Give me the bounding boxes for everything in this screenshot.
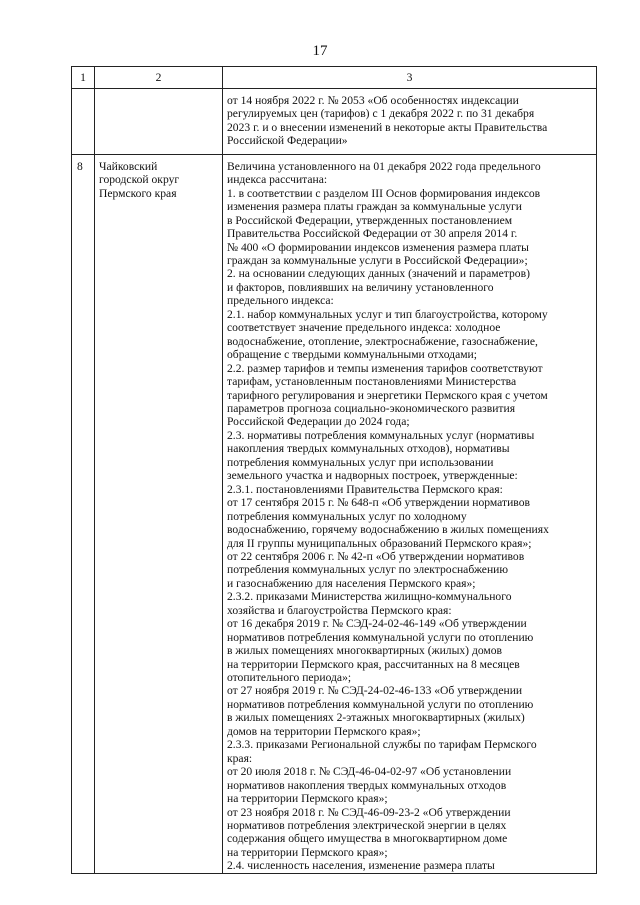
text-line: параметров прогноза социально-экономического развития [227, 401, 516, 415]
text-line: 2023 г. и о внесении изменений в некоторые акты Правительства [227, 120, 548, 134]
text-line: потребления коммунальных услуг при использовании [227, 455, 494, 469]
text-line: Чайковский [99, 159, 158, 173]
text-line: от 20 июля 2018 г. № СЭД-46-04-02-97 «Об установлении [227, 765, 512, 779]
text-line: 2.1. набор коммунальных услуг и тип благоустройства, которому [227, 307, 548, 321]
description-cell [223, 89, 597, 155]
text-line: 2.3.2. приказами Министерства жилищно-коммунального [227, 590, 512, 604]
text-line: и газоснабжению для населения Пермского края»; [227, 576, 476, 590]
text-line: домов на территории Пермского края»; [227, 724, 421, 738]
text-line: от 27 ноября 2019 г. № СЭД-24-02-46-133 «Об утверждении [227, 684, 523, 698]
page-number: 17 [312, 43, 328, 59]
text-line: Правительства Российской Федерации от 30 апреля 2014 г. [227, 227, 518, 241]
text-line: от 22 сентября 2006 г. № 42-п «Об утверждении нормативов [227, 549, 525, 563]
text-line: нормативов накопления твердых коммунальных отходов [227, 778, 507, 792]
text-line: Величина установленного на 01 декабря 2022 года предельного [227, 159, 541, 173]
text-line: содержания общего имущества в многоквартирном доме [227, 832, 508, 846]
text-line: нормативов потребления коммунальной услуги по отоплению [227, 697, 534, 711]
text-line: земельного участка и надворных построек, утвержденные: [227, 469, 518, 483]
document-table [71, 66, 597, 874]
text-line: предельного индекса: [227, 294, 334, 308]
text-line: потребления коммунальных услуг по холодному [227, 509, 467, 523]
text-line: регулируемых цен (тарифов) с 1 декабря 2022 г. по 31 декабря [227, 107, 535, 121]
text-line: № 400 «О формировании индексов изменения размера платы [227, 240, 529, 254]
row-number-cell-empty [72, 89, 95, 155]
text-line: нормативов потребления коммунальной услуги по отоплению [227, 630, 534, 644]
text-line: городской округ [99, 173, 180, 187]
text-line: края: [227, 751, 253, 765]
text-line: 2.4. численность населения, изменение размера платы [227, 859, 495, 873]
text-line: от 23 ноября 2018 г. № СЭД-46-09-23-2 «Об утверждении [227, 805, 511, 819]
text-line: водоснабжение, отопление, электроснабжение, газоснабжение, [227, 334, 538, 348]
text-line: на территории Пермского края»; [227, 845, 388, 859]
text-line: в жилых помещениях многоквартирных (жилых) домов [227, 644, 503, 658]
row-number-cell: 8 [72, 154, 95, 873]
text-line: отопительного периода»; [227, 671, 352, 685]
text-line: в Российской Федерации, утвержденных постановлением [227, 213, 513, 227]
text-line: граждан за коммунальные услуги в Российской Федерации»; [227, 253, 528, 267]
column-header-1: 1 [72, 67, 95, 89]
text-line: накопления твердых коммунальных отходов), нормативы [227, 442, 510, 456]
text-line: от 17 сентября 2015 г. № 648-п «Об утверждении нормативов [227, 496, 530, 510]
text-line: на территории Пермского края»; [227, 792, 388, 806]
text-line: для II группы муниципальных образований Пермского края»; [227, 536, 532, 550]
text-line: изменения размера платы граждан за коммунальные услуги [227, 200, 522, 214]
table-header-row [72, 67, 597, 89]
text-line: 1. в соответствии с разделом III Основ формирования индексов [227, 186, 541, 200]
text-line: тарифам, установленным постановлениями Министерства [227, 375, 517, 389]
text-line: соответствует значение предельного индекса: холодное [227, 321, 501, 335]
text-line: 2.3.3. приказами Региональной службы по тарифам Пермского [227, 738, 537, 752]
text-line: потребления коммунальных услуг по электроснабжению [227, 563, 509, 577]
text-line: в жилых помещениях 2-этажных многоквартирных (жилых) [227, 711, 525, 725]
table-row-8 [72, 154, 597, 873]
text-line: 2.2. размер тарифов и темпы изменения тарифов соответствуют [227, 361, 543, 375]
text-line: тарифного регулирования и энергетики Пермского края с учетом [227, 388, 548, 402]
text-line: от 16 декабря 2019 г. № СЭД-24-02-46-149 «Об утверждении [227, 617, 527, 631]
text-line: 2.3. нормативы потребления коммунальных услуг (нормативы [227, 428, 535, 442]
text-line: хозяйства и благоустройства Пермского края: [227, 603, 452, 617]
description-cell [223, 154, 597, 873]
column-header-3: 3 [223, 67, 597, 89]
municipality-cell-empty [95, 89, 223, 155]
column-header-2: 2 [95, 67, 223, 89]
text-line: на территории Пермского края, рассчитанных на 8 месяцев [227, 657, 520, 671]
text-line: Российской Федерации до 2024 года; [227, 415, 410, 429]
text-line: Российской Федерации» [227, 134, 348, 148]
text-line: Пермского края [99, 186, 177, 200]
municipality-cell [95, 154, 223, 873]
text-line: обращение с твердыми коммунальными отходами; [227, 348, 477, 362]
table-row-continuation [72, 89, 597, 155]
text-line: и факторов, повлиявших на величину установленного [227, 280, 494, 294]
text-line: 2. на основании следующих данных (значений и параметров) [227, 267, 530, 281]
text-line: водоснабжению, горячему водоснабжению в жилых помещениях [227, 523, 549, 537]
text-line: 2.3.1. постановлениями Правительства Пермского края: [227, 482, 503, 496]
text-line: от 14 ноября 2022 г. № 2053 «Об особенностях индексации [227, 94, 519, 107]
text-line: индекса рассчитана: [227, 173, 328, 187]
text-line: нормативов потребления электрической энергии в целях [227, 819, 507, 833]
